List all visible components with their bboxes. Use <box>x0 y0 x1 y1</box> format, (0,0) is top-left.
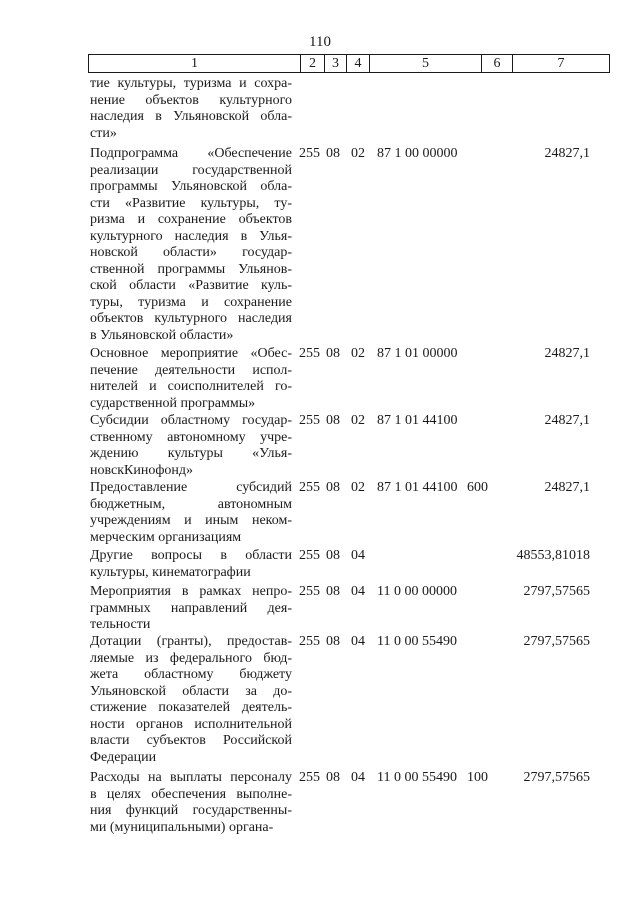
cell-c4: 04 <box>351 584 365 599</box>
cell-c3: 08 <box>326 548 340 563</box>
row-description <box>90 146 292 344</box>
description-line: нение объектов культурного <box>90 92 292 108</box>
cell-c3: 08 <box>326 346 340 361</box>
cell-c3: 08 <box>326 480 340 495</box>
description-line: сти «Развитие культуры, ту- <box>90 195 292 211</box>
description-line: тие культуры, туризма и сохра- <box>90 76 292 91</box>
cell-c3: 08 <box>326 634 340 649</box>
description-line: жета областному бюджету <box>90 667 292 682</box>
cell-c5: 87 1 01 44100 <box>377 480 458 495</box>
row-description <box>90 76 292 142</box>
description-line: ния функций государственны- <box>90 803 292 818</box>
description-line: ственной программы Ульянов- <box>90 261 292 277</box>
description-line: власти субъектов Российской <box>90 733 292 748</box>
description-line: бюджетным, автономным <box>90 496 292 512</box>
cell-c3: 08 <box>326 146 340 161</box>
description-line: ской области «Развитие куль- <box>90 278 292 293</box>
cell-c2: 255 <box>299 770 320 785</box>
description-line: Подпрограмма «Обеспечение <box>90 146 292 161</box>
description-line: учреждениям и иным неком- <box>90 513 292 528</box>
header-col-5: 5 <box>369 55 481 72</box>
cell-c2: 255 <box>299 584 320 599</box>
cell-c7: 2797,57565 <box>523 584 590 599</box>
description-line: культуры, кинематографии <box>90 564 251 580</box>
description-line: ляемые из федерального бюд- <box>90 650 292 666</box>
cell-c2: 255 <box>299 480 320 495</box>
cell-c2: 255 <box>299 346 320 361</box>
cell-c2: 255 <box>299 413 320 428</box>
row-description <box>90 634 292 766</box>
cell-c5: 11 0 00 55490 <box>377 770 457 785</box>
cell-c7: 24827,1 <box>544 480 590 495</box>
header-col-2: 2 <box>300 55 324 72</box>
description-line: стижение показателей деятель- <box>90 700 292 715</box>
table-header <box>88 54 610 73</box>
description-line: ми (муниципальными) органа- <box>90 819 274 835</box>
description-line: культурного наследия в Улья- <box>90 228 292 244</box>
row-description <box>90 413 292 479</box>
cell-c4: 04 <box>351 548 365 563</box>
cell-c3: 08 <box>326 413 340 428</box>
description-line: нителей и соисполнителей го- <box>90 379 292 394</box>
header-col-4: 4 <box>346 55 369 72</box>
header-col-1: 1 <box>191 56 198 71</box>
description-line: Ульяновской области за до- <box>90 683 292 699</box>
description-line: в Ульяновской области» <box>90 327 234 343</box>
header-col-7: 7 <box>512 55 609 72</box>
cell-c4: 02 <box>351 146 365 161</box>
description-line: Федерации <box>90 749 157 765</box>
header-col-6: 6 <box>481 55 512 72</box>
description-line: ности органов исполнительной <box>90 716 292 732</box>
description-line: наследия в Ульяновской обла- <box>90 109 292 124</box>
cell-c5: 87 1 01 00000 <box>377 346 458 361</box>
description-line: реализации государственной <box>90 162 292 178</box>
description-line: новской области» государ- <box>90 245 292 260</box>
description-line: печение деятельности испол- <box>90 362 292 378</box>
header-col-3: 3 <box>324 55 346 72</box>
description-line: Предоставление субсидий <box>90 480 292 495</box>
description-line: туры, туризма и сохранение <box>90 294 292 310</box>
page-number: 110 <box>309 34 331 50</box>
cell-c4: 02 <box>351 413 365 428</box>
description-line: сти» <box>90 125 117 141</box>
description-line: ждению культуры «Улья- <box>90 446 292 461</box>
description-line: ризма и сохранение объектов <box>90 212 292 227</box>
row-description <box>90 770 292 836</box>
cell-c5: 11 0 00 55490 <box>377 634 457 649</box>
description-line: Мероприятия в рамках непро- <box>90 584 292 599</box>
description-line: сударственной программы» <box>90 395 256 411</box>
cell-c4: 02 <box>351 480 365 495</box>
cell-c7: 24827,1 <box>544 413 590 428</box>
description-line: Другие вопросы в области <box>90 548 292 563</box>
description-line: Субсидии областному государ- <box>90 413 292 428</box>
cell-c7: 2797,57565 <box>523 634 590 649</box>
cell-c4: 02 <box>351 346 365 361</box>
cell-c5: 11 0 00 00000 <box>377 584 457 599</box>
cell-c6: 600 <box>467 480 488 495</box>
cell-c5: 87 1 01 44100 <box>377 413 458 428</box>
cell-c3: 08 <box>326 584 340 599</box>
cell-c6: 100 <box>467 770 488 785</box>
row-description <box>90 346 292 412</box>
cell-c2: 255 <box>299 634 320 649</box>
row-description <box>90 584 292 634</box>
cell-c2: 255 <box>299 548 320 563</box>
description-line: новскКинофонд» <box>90 462 194 478</box>
cell-c4: 04 <box>351 770 365 785</box>
description-line: Дотации (гранты), предостав- <box>90 634 292 649</box>
cell-c2: 255 <box>299 146 320 161</box>
cell-c3: 08 <box>326 770 340 785</box>
description-line: граммных направлений дея- <box>90 600 292 616</box>
cell-c7: 24827,1 <box>544 346 590 361</box>
cell-c7: 24827,1 <box>544 146 590 161</box>
description-line: программы Ульяновской обла- <box>90 179 292 194</box>
description-line: Расходы на выплаты персоналу <box>90 770 292 785</box>
cell-c7: 48553,81018 <box>516 548 590 563</box>
description-line: в целях обеспечения выполне- <box>90 786 292 802</box>
description-line: тельности <box>90 617 151 632</box>
description-line: объектов культурного наследия <box>90 311 292 326</box>
row-description <box>90 548 292 581</box>
description-line: мерческим организациям <box>90 529 242 545</box>
cell-c5: 87 1 00 00000 <box>377 146 458 161</box>
row-description <box>90 480 292 546</box>
description-line: ственному автономному учре- <box>90 429 292 445</box>
cell-c4: 04 <box>351 634 365 649</box>
cell-c7: 2797,57565 <box>523 770 590 785</box>
description-line: Основное мероприятие «Обес- <box>90 346 292 361</box>
